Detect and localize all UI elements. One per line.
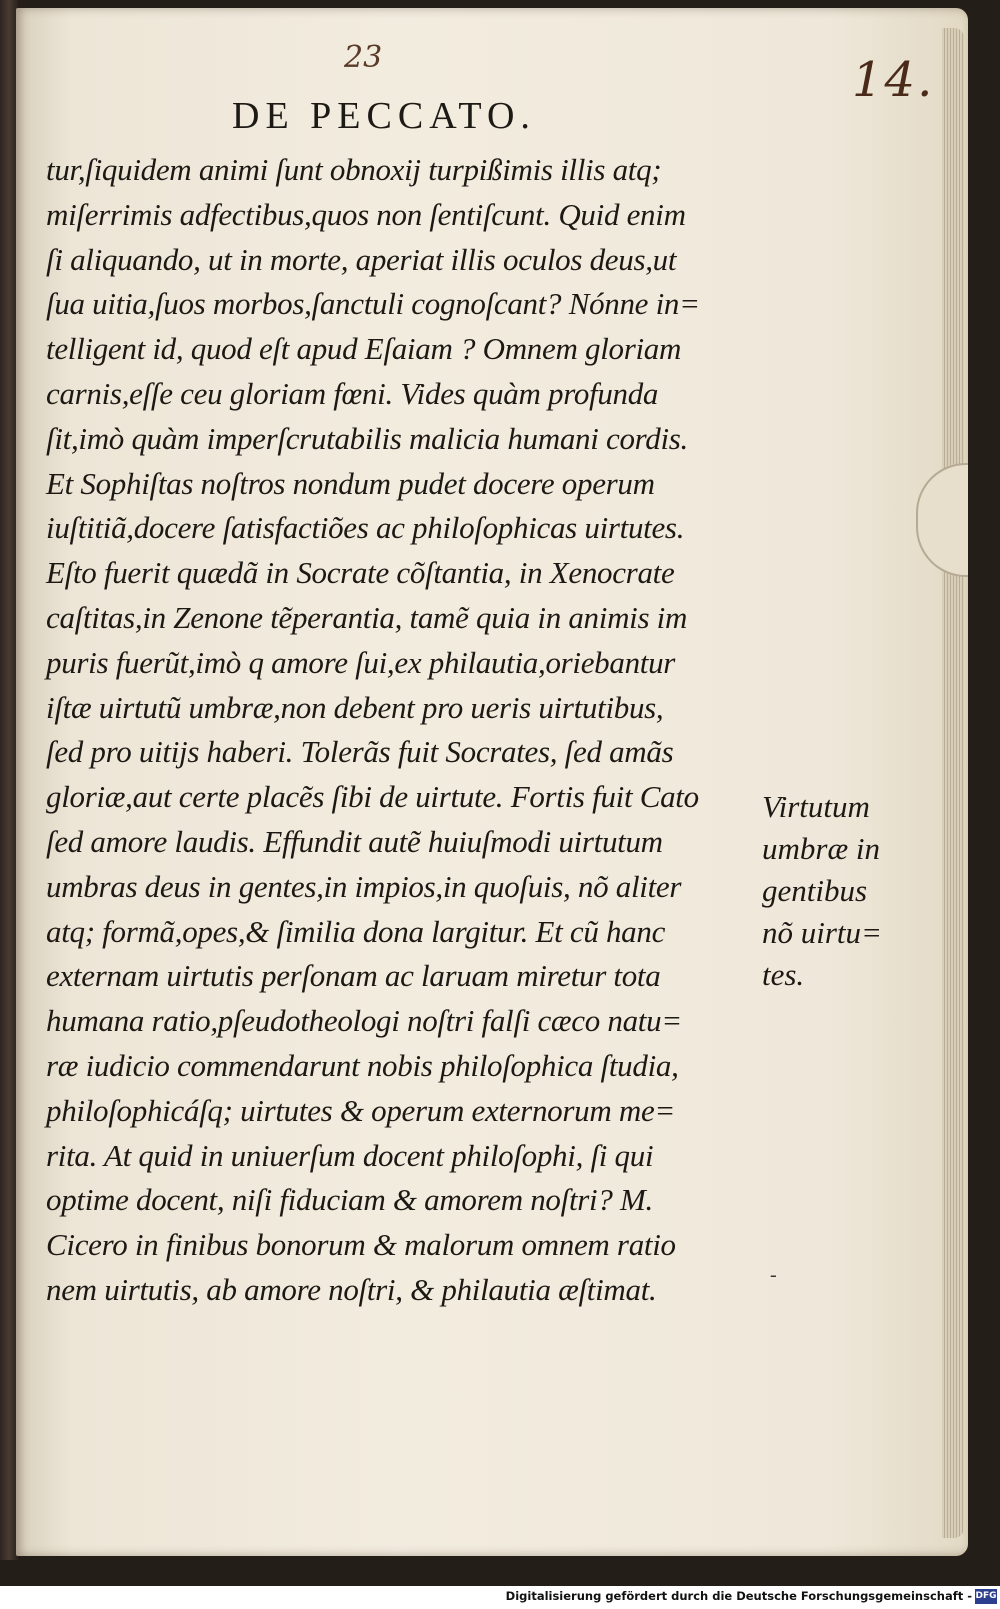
footer-bar (0, 1586, 1000, 1609)
text-line: carnis,eſſe ceu gloriam fœni. Vides quàm profunda (46, 375, 659, 411)
text-line: Eſto fuerit quædã in Socrate cõſtantia, in Xenocrate (46, 555, 675, 591)
body-text (46, 148, 766, 1313)
text-line: atq; formã,opes,& ſimilia dona largitur. Et cũ hanc (46, 913, 666, 949)
text-line: externam uirtutis perſonam ac laruam miretur tota (46, 958, 661, 994)
margin-note-line: Virtutum (762, 789, 870, 824)
text-line: ſua uitia,ſuos morbos,ſanctuli cognoſcant? Nónne in= (46, 286, 700, 322)
text-line: nem uirtutis, ab amore noſtri, & philautia æſtimat. (46, 1271, 657, 1307)
text-line: umbras deus in gentes,in impios,in quoſuis, nõ aliter (46, 868, 682, 904)
text-line: ſi aliquando, ut in morte, aperiat illis oculos deus,ut (46, 241, 677, 277)
text-line: Et Sophiſtas noſtros nondum pudet docere operum (46, 465, 655, 501)
text-line: iuſtitiã,docere ſatisfactiões ac philoſophicas uirtutes. (46, 510, 685, 546)
margin-note-line: gentibus (762, 873, 868, 908)
text-line: puris fuerũt,imò q amore ſui,ex philautia,oriebantur (46, 644, 676, 680)
page-edges (942, 28, 964, 1538)
page-tab-marker (916, 463, 968, 577)
text-line: miſerrimis adfectibus,quos non ſentiſcunt. Quid enim (46, 196, 686, 232)
text-line: ræ iudicio commendarunt nobis philoſophica ſtudia, (46, 1047, 679, 1083)
text-line: philoſophicáſq; uirtutes & operum externorum me= (46, 1092, 676, 1128)
trailing-dash: - (770, 1264, 777, 1286)
text-line: ſed pro uitijs haberi. Tolerãs fuit Socrates, ſed amãs (46, 734, 674, 770)
text-line: tur,ſiquidem animi ſunt obnoxij turpißimis illis atq; (46, 152, 662, 187)
folio-number: 14. (852, 52, 935, 108)
text-line: telligent id, quod eſt apud Eſaiam ? Omnem gloriam (46, 331, 682, 367)
text-line: optime docent, niſi fiduciam & amorem noſtri? M. (46, 1182, 653, 1218)
text-line: ſed amore laudis. Effundit autẽ huiuſmodi uirtutum (46, 823, 663, 859)
text-line: Cicero in finibus bonorum & malorum omnem ratio (46, 1227, 676, 1263)
text-line: iſtæ uirtutũ umbræ,non debent pro ueris uirtutibus, (46, 689, 664, 725)
dfg-logo-icon: DFG (975, 1589, 997, 1604)
margin-note-line: umbræ in (762, 831, 880, 866)
text-line: humana ratio,pſeudotheologi noſtri falſi cæco natu= (46, 1003, 682, 1039)
margin-note (762, 786, 902, 996)
margin-note-line: tes. (762, 957, 805, 992)
folio-mark: 23 (344, 40, 383, 75)
running-head: DE PECCATO. (232, 95, 536, 137)
text-line: ſit,imò quàm imperſcrutabilis malicia humani cordis. (46, 420, 688, 456)
text-line: caſtitas,in Zenone tẽperantia, tamẽ quia in animis im (46, 599, 688, 635)
margin-note-line: nõ uirtu= (762, 915, 882, 950)
text-line: rita. At quid in uniuerſum docent philoſophi, ſi qui (46, 1137, 654, 1173)
text-line: gloriæ,aut certe placẽs ſibi de uirtute. Fortis fuit Cato (46, 779, 699, 815)
funding-credit: Digitalisierung gefördert durch die Deutsche Forschungsgemeinschaft - (505, 1589, 972, 1603)
